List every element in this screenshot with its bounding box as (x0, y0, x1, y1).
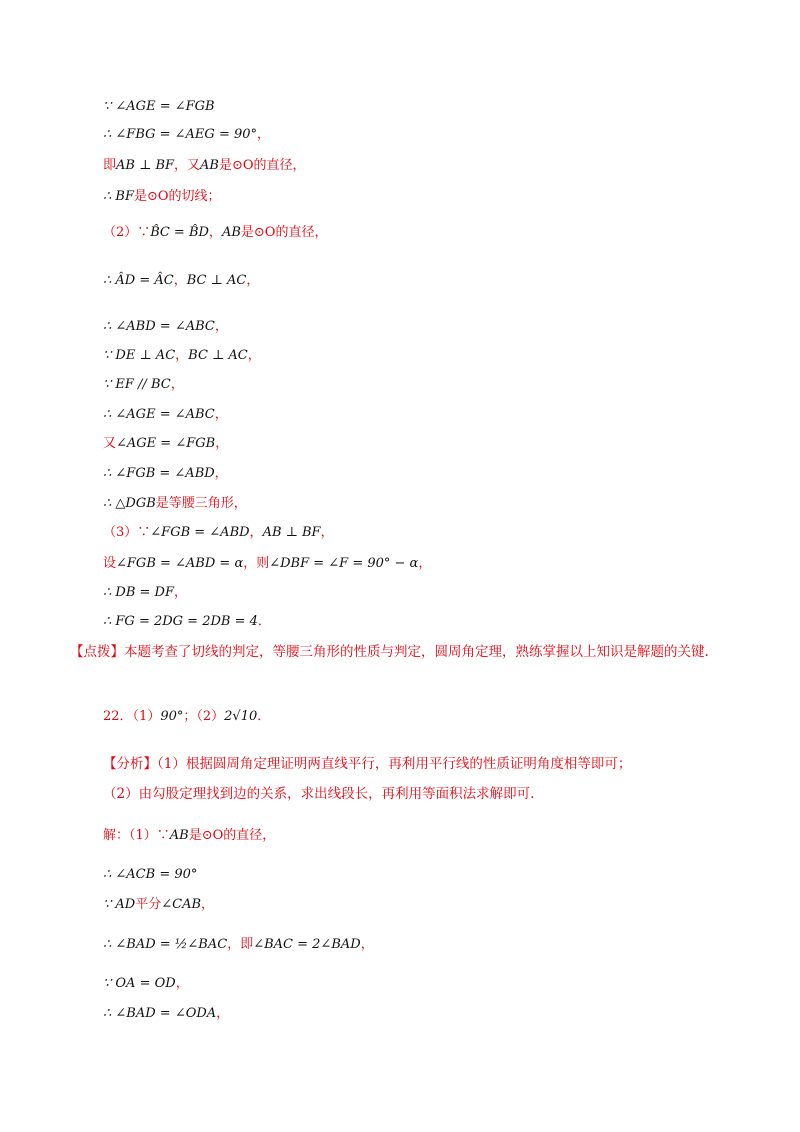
solution-line (103, 1005, 229, 1023)
line-text: 是⊙O的切线； (133, 189, 221, 204)
solution-line (103, 465, 228, 483)
line-text: ， (360, 937, 374, 952)
solution-line (103, 347, 261, 365)
solution-line (103, 708, 270, 726)
math-expression: ∵ OA = OD (103, 976, 176, 991)
line-text: ， (208, 225, 222, 240)
line-text: ；（2） (183, 709, 225, 724)
line-text: ， (214, 466, 228, 481)
line-text: ， (257, 127, 271, 142)
math-expression: ∵ EF // BC (103, 377, 171, 392)
line-text: ，又 (174, 158, 201, 173)
math-expression: ∠FGB = ∠ABD = α (116, 556, 244, 571)
math-expression: ∴ ∠ABD = ∠ABC (103, 319, 215, 334)
solution-line (103, 975, 189, 993)
math-expression: ∴ ∠AGE = ∠ABC (103, 407, 215, 422)
math-expression: AB ⊥ BF (116, 158, 175, 173)
solution-line (103, 406, 228, 424)
line-text: ， (249, 525, 263, 540)
solution-line (103, 555, 431, 573)
math-expression: ∴ ∠FGB = ∠ABD (103, 466, 215, 481)
math-expression: ∴ ÂD = ÂC (103, 273, 174, 288)
solution-line (103, 524, 334, 542)
analysis-text-1: （1）根据圆周角定理证明两直线平行，再利用平行线的性质证明角度相等即可； (157, 756, 632, 772)
line-text: 解：（1）∵ (103, 828, 170, 843)
line-text: ， (214, 319, 228, 334)
math-expression: ∠CAB (161, 897, 202, 912)
hint-text: 本题考查了切线的判定，等腰三角形的性质与判定，圆周角定理，熟练掌握以上知识是解题的关键. (124, 644, 709, 660)
math-expression: AB (221, 225, 241, 240)
solution-line (103, 866, 197, 884)
analysis-paragraph-2 (103, 780, 723, 809)
line-text: 是⊙O的直径， (219, 158, 306, 173)
math-expression: ∠DBF = ∠F = 90° − α (269, 556, 419, 571)
math-expression: ∠BAC = 2∠BAD (253, 937, 361, 952)
line-text: ， (173, 585, 187, 600)
math-expression: AB ⊥ BF (262, 525, 321, 540)
line-text: ． (257, 709, 271, 724)
line-text: 又 (103, 436, 117, 451)
solution-line (103, 613, 271, 631)
math-expression: ∴ ∠ACB = 90° (103, 867, 198, 882)
line-text: （3）∵ (103, 525, 151, 540)
line-text: ， (320, 525, 334, 540)
solution-line (103, 188, 221, 206)
math-expression: ∴ ∠BAD = ∠ODA (103, 1006, 217, 1021)
line-text: 是等腰三角形， (155, 496, 247, 511)
line-text: ， (214, 407, 228, 422)
solution-line (103, 584, 187, 602)
solution-line (103, 157, 306, 175)
solution-line (103, 495, 247, 513)
math-expression: ∴ DB = DF (103, 585, 174, 600)
math-expression: ∵ ∠AGE = ∠FGB (103, 99, 215, 114)
line-text: 是⊙O的直径， (240, 225, 328, 240)
math-expression: AB (200, 158, 219, 173)
math-expression: ∵ DE ⊥ AC (103, 348, 176, 363)
line-text: ， (246, 273, 260, 288)
math-expression: B̂C = B̂D (150, 225, 209, 240)
math-expression: ∴ BF (103, 189, 134, 204)
math-expression: ∵ AD (103, 897, 136, 912)
math-expression: ∴ FG = 2DG = 2DB = 4 (103, 614, 258, 629)
math-expression: 2√10 (224, 709, 258, 724)
line-text: ， (418, 556, 432, 571)
solution-line (103, 126, 270, 144)
solution-line (103, 376, 184, 394)
line-text: 设 (103, 556, 117, 571)
solution-line (103, 272, 259, 290)
analysis-label: 【分析】 (103, 756, 157, 772)
solution-line (103, 98, 215, 116)
math-expression: 90° (160, 709, 184, 724)
line-text: ， (216, 1006, 230, 1021)
math-expression: BC ⊥ AC (188, 348, 248, 363)
hint-label: 【点拨】 (70, 644, 124, 660)
line-text: ， (175, 348, 189, 363)
math-expression: ∠AGE = ∠FGB (116, 436, 216, 451)
math-expression: ∴ ∠BAD = ½∠BAC (103, 937, 228, 952)
line-text: ， (215, 436, 229, 451)
line-text: ， (247, 348, 261, 363)
math-expression: BC ⊥ AC (186, 273, 247, 288)
hint-paragraph (70, 638, 730, 667)
line-text: ， (173, 273, 187, 288)
solution-line (103, 224, 327, 242)
analysis-text-2: （2）由勾股定理找到边的关系，求出线段长，再利用等面积法求解即可. (103, 786, 535, 802)
line-text: 平分 (135, 897, 162, 912)
line-text: ， (201, 897, 215, 912)
math-expression: ∴ ∠FBG = ∠AEG = 90° (103, 127, 258, 142)
solution-line (103, 435, 228, 453)
line-text: 22．（1） (103, 709, 161, 724)
solution-line (103, 318, 228, 336)
line-text: ． (257, 614, 271, 629)
line-text: 即 (103, 158, 117, 173)
analysis-paragraph (103, 750, 723, 779)
line-text: 是⊙O的直径， (188, 828, 276, 843)
line-text: ，则 (243, 556, 270, 571)
solution-line (103, 936, 374, 954)
solution-line (103, 827, 275, 845)
math-expression: ∴ △DGB (103, 496, 156, 511)
line-text: （2）∵ (103, 225, 151, 240)
math-expression: AB (169, 828, 189, 843)
math-expression: ∠FGB = ∠ABD (150, 525, 250, 540)
line-text: ， (175, 976, 189, 991)
line-text: ，即 (227, 937, 254, 952)
line-text: ， (170, 377, 184, 392)
solution-line (103, 896, 214, 914)
